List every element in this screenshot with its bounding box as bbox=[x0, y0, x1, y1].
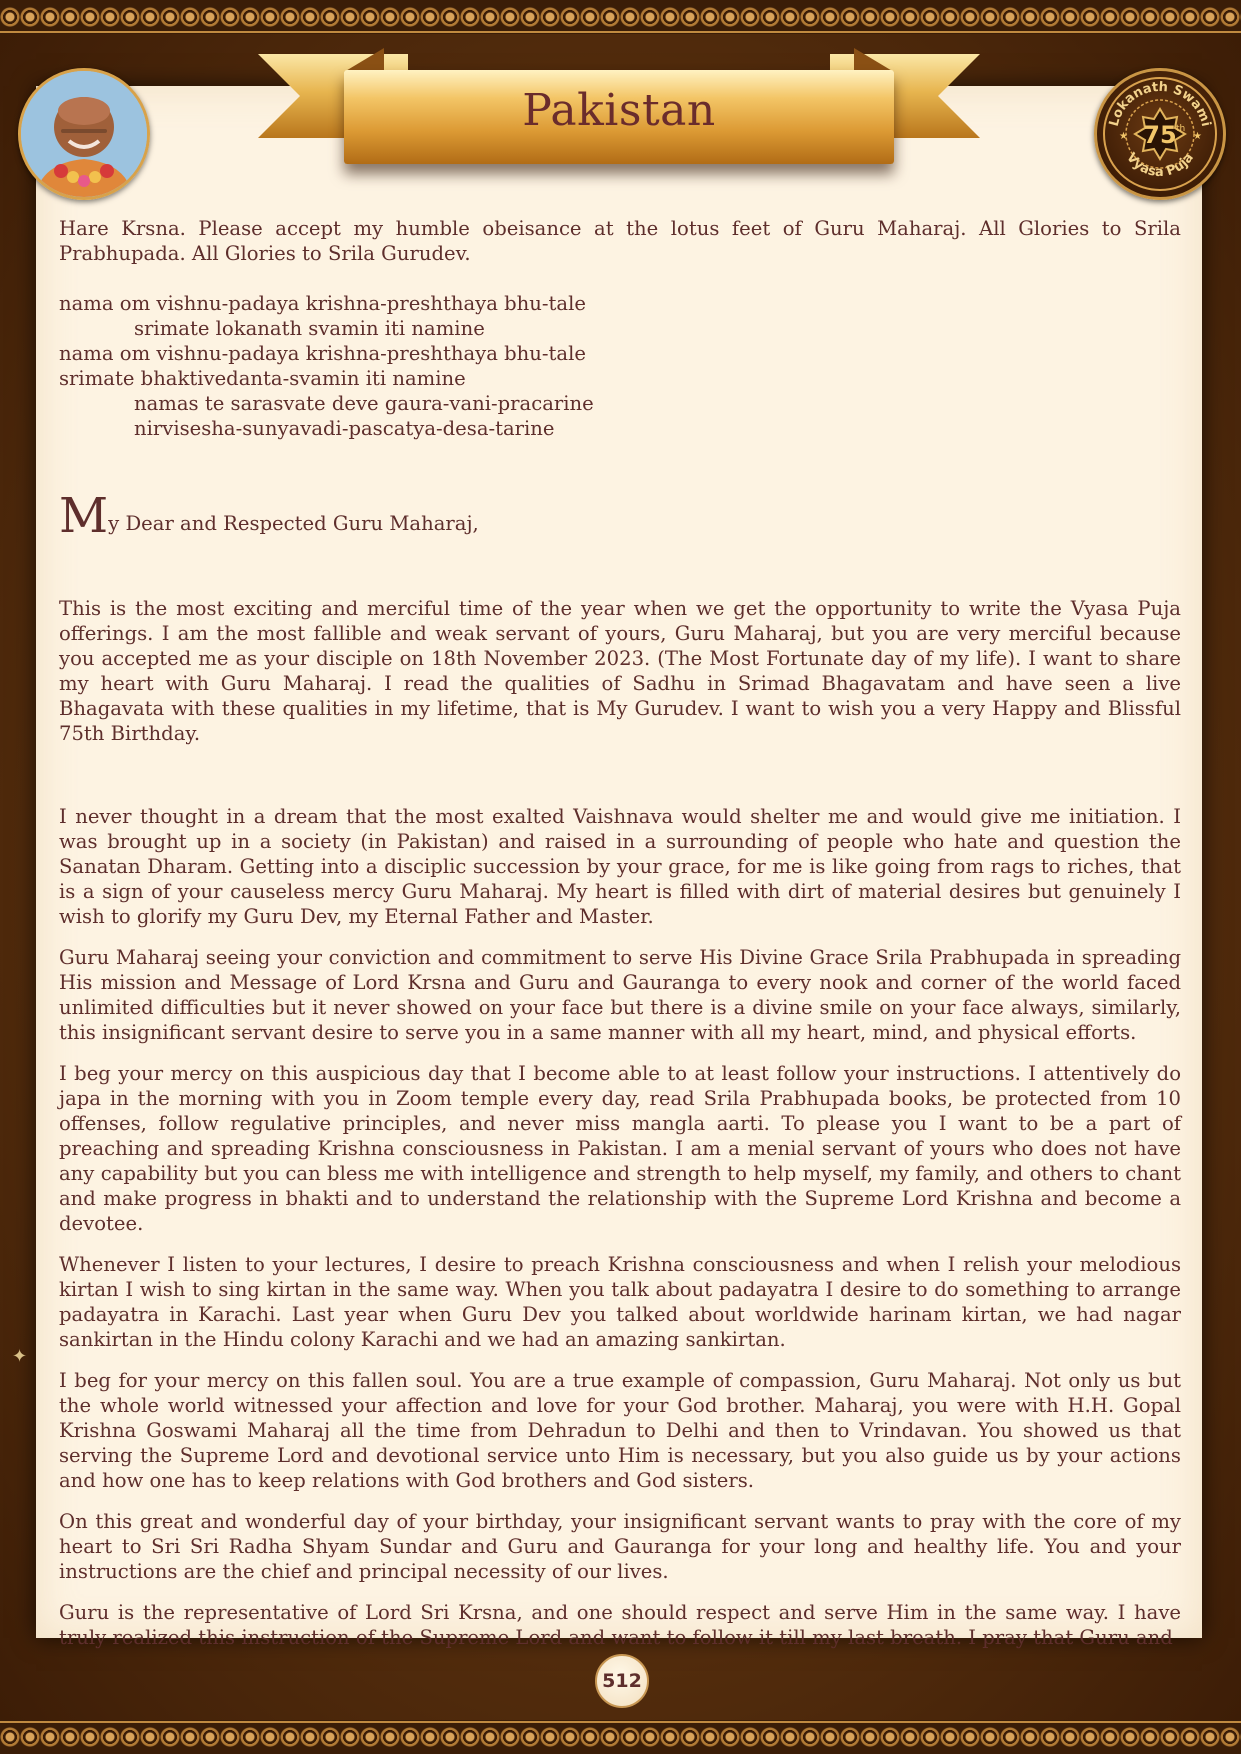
body-paragraph: Whenever I listen to your lectures, I desire to preach Krishna consciousness and when I relish your melodious kirtan I wish to sing kirtan in the same way. When you talk about padayatra I desire to do something to arrange padayatra in Karachi. Last year when Guru Dev you talked about worldwide harinam kirtan, we had nagar sankirtan in the Hindu colony Karachi and we had an amazing sankirtan. bbox=[59, 1253, 1181, 1351]
title-ribbon bbox=[258, 48, 980, 178]
mantra-line: namas te sarasvate deve gaura-vani-pracarine bbox=[134, 392, 594, 415]
svg-text:★: ★ bbox=[1193, 131, 1202, 142]
decorative-border-top bbox=[0, 0, 1241, 34]
svg-text:75: 75 bbox=[1143, 121, 1177, 149]
decorative-border-bottom bbox=[0, 1720, 1241, 1754]
body-paragraph: I never thought in a dream that the most exalted Vaishnava would shelter me and would give me initiation. I was brought up in a society (in Pakistan) and raised in a surrounding of people who hate and question the Sanatan Dharam. Getting into a disciplic succession by your grace, for me is like going from rags to riches, that is a sign of your causeless mercy Guru Maharaj. My heart is filled with dirt of material desires but genuinely I wish to glorify my Guru Dev, my Eternal Father and Master. bbox=[59, 805, 1181, 928]
body-paragraph: I beg for your mercy on this fallen soul. You are a true example of compassion, Guru Maharaj. Not only us but the whole world witnessed your affection and love for your God brother. Maharaj, you were with H.H. Gopal Krishna Goswami Maharaj all the time from Dehradun to Delhi and then to Vrindavan. You showed us that serving the Supreme Lord and devotional service unto Him is necessary, but you also guide us by your actions and how one has to keep relations with God brothers and God sisters. bbox=[59, 1369, 1181, 1492]
mantra-line: nama om vishnu-padaya krishna-preshthaya bhu-tale bbox=[59, 342, 586, 365]
portrait-illustration bbox=[21, 71, 147, 197]
drop-cap: M bbox=[59, 488, 109, 544]
page-number: 512 bbox=[595, 1654, 649, 1708]
svg-text:Lokanath Swami: Lokanath Swami bbox=[1106, 79, 1214, 129]
svg-text:th: th bbox=[1176, 124, 1186, 134]
greeting-paragraph: Hare Krsna. Please accept my humble obeisance at the lotus feet of Guru Maharaj. All Glories to Srila Prabhupada. All Glories to Srila Gurudev. bbox=[59, 217, 1181, 265]
body-paragraph: I beg your mercy on this auspicious day that I become able to at least follow your instructions. I attentively do japa in the morning with you in Zoom temple every day, read Srila Prabhupada books, be protected from 10 offenses, follow regulative principles, and never miss mangla aarti. To please you I want to be a part of preaching and spreading Krishna consciousness in Pakistan. I am a menial servant of yours who does not have any capability but you can bless me with intelligence and strength to help myself, my family, and others to chant and make progress in bhakti and to understand the relationship with the Supreme Lord Krishna and become a devotee. bbox=[59, 1062, 1181, 1235]
ribbon-banner bbox=[344, 70, 894, 164]
vyasa-puja-seal-logo bbox=[1094, 68, 1226, 200]
pranama-mantra bbox=[59, 291, 1181, 441]
salutation bbox=[59, 488, 1181, 544]
svg-text:Vyasa Puja: Vyasa Puja bbox=[1123, 150, 1197, 181]
mantra-line: srimate lokanath svamin iti namine bbox=[134, 317, 485, 340]
body-paragraph: Guru is the representative of Lord Sri Krsna, and one should respect and serve Him in the same way. I have truly realized this instruction of the Supreme Lord and want to follow it till my last breath. I pray that Guru and bbox=[59, 1601, 1181, 1649]
body-paragraph: This is the most exciting and merciful time of the year when we get the opportunity to write the Vyasa Puja offerings. I am the most fallible and weak servant of yours, Guru Maharaj, but you are very merciful because you accepted me as your disciple on 18th November 2023. (The Most Fortunate day of my life). I want to share my heart with Guru Maharaj. I read the qualities of Sadhu in Srimad Bhagavatam and have seen a live Bhagavata with these qualities in my lifetime, that is My Gurudev. I want to wish you a very Happy and Blissful 75th Birthday. bbox=[59, 597, 1181, 745]
salutation-text: y Dear and Respected Guru Maharaj, bbox=[108, 512, 479, 535]
mantra-line: nirvisesha-sunyavadi-pascatya-desa-tarine bbox=[134, 417, 555, 440]
offering-text bbox=[59, 216, 1181, 1666]
page-title: Pakistan bbox=[522, 84, 716, 136]
seal-emblem bbox=[1097, 71, 1223, 197]
mantra-line: nama om vishnu-padaya krishna-preshthaya bhu-tale bbox=[59, 292, 586, 315]
body-paragraph: Guru Maharaj seeing your conviction and commitment to serve His Divine Grace Srila Prabhupada in spreading His mission and Message of Lord Krsna and Guru and Gauranga to every nook and corner of the world faced unlimited difficulties but it never showed on your face but there is a divine smile on your face always, similarly, this insignificant servant desire to serve you in a same manner with all my heart, mind, and physical efforts. bbox=[59, 946, 1181, 1044]
guru-portrait-avatar bbox=[18, 68, 150, 200]
svg-text:★: ★ bbox=[1119, 131, 1128, 142]
body-paragraph: On this great and wonderful day of your birthday, your insignificant servant wants to pray with the core of my heart to Sri Sri Radha Shyam Sundar and Guru and Gauranga for your long and healthy life. You and your instructions are the chief and principal necessity of our lives. bbox=[59, 1510, 1181, 1583]
mantra-line: srimate bhaktivedanta-svamin iti namine bbox=[59, 367, 466, 390]
sparkle-icon: ✦ bbox=[12, 1346, 28, 1367]
